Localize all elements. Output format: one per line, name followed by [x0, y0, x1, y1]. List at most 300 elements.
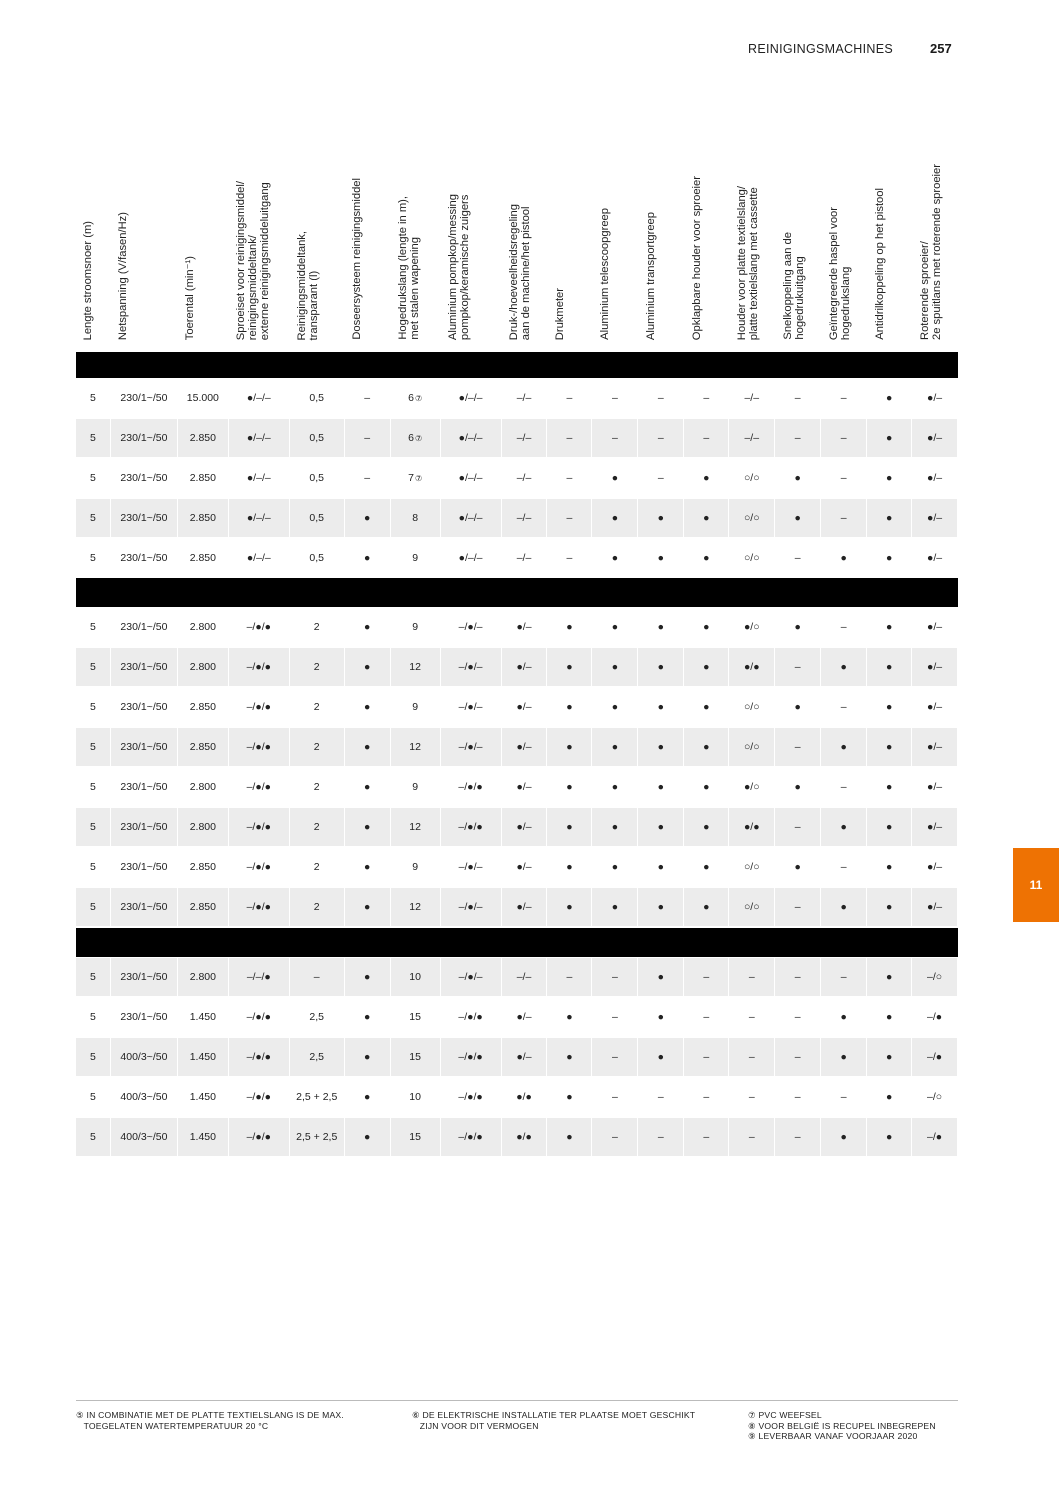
table-cell: 12: [391, 648, 440, 686]
table-cell: –: [729, 1038, 774, 1076]
table-cell: ●/–: [927, 392, 943, 404]
table-cell: ●: [345, 728, 390, 766]
table-cell: 5: [76, 888, 110, 926]
table-row: [76, 538, 958, 578]
table-cell: ●/–/–: [458, 472, 483, 484]
table-cell: 230/1~/50: [111, 958, 177, 996]
table-cell: ●: [566, 781, 573, 793]
table-cell: –: [775, 958, 820, 996]
table-row: [76, 847, 958, 887]
table-cell: ●: [363, 621, 371, 633]
table-cell: –: [684, 1118, 728, 1156]
table-row: [76, 767, 958, 807]
table-cell: ●: [867, 958, 911, 996]
table-cell: –: [566, 552, 573, 564]
table-cell: –: [775, 808, 820, 846]
table-cell: –/●/●: [458, 1091, 483, 1103]
table-cell: 2.850: [189, 472, 216, 484]
table-cell: 1.450: [178, 1038, 228, 1076]
table-cell: –: [840, 472, 847, 484]
table-cell: ●: [566, 621, 573, 633]
table-cell: ●/–: [912, 808, 957, 846]
table-cell: ●: [638, 728, 683, 766]
table-cell: ●/–: [516, 781, 532, 793]
table-cell: –: [821, 419, 866, 457]
table-cell: ●: [840, 552, 847, 564]
table-cell: ●/–/–: [441, 499, 501, 537]
table-cell: 230/1~/50: [111, 728, 177, 766]
table-cell: ●: [345, 1038, 390, 1076]
table-cell: ●: [657, 552, 665, 564]
table-cell: ●/–: [927, 781, 943, 793]
table-cell: 230/1~/50: [120, 701, 168, 713]
column-header-label: Reinigingsmiddeltank, transparant (l): [296, 230, 320, 340]
table-cell: –/●/●: [441, 1038, 501, 1076]
table-cell: 5: [76, 419, 110, 457]
table-cell: –/●/●: [229, 728, 289, 766]
footnote-marker: ⑦: [414, 473, 423, 483]
column-header: [868, 118, 913, 340]
table-cell: 230/1~/50: [111, 888, 177, 926]
table-cell: ●/–: [912, 728, 957, 766]
table-cell: –/–: [729, 419, 774, 457]
column-header-label: Aluminium telescoopgreep: [599, 208, 611, 340]
table-cell: 2,5: [309, 1011, 325, 1023]
table-cell: –/●: [927, 1011, 943, 1023]
table-cell: ●: [566, 701, 573, 713]
table-cell: ●: [794, 861, 801, 873]
table-cell: –/●/●: [246, 861, 271, 873]
table-cell: ●: [657, 701, 665, 713]
table-cell: ●: [885, 701, 893, 713]
table-cell: –/●/●: [441, 1118, 501, 1156]
table-cell: –/●/–: [441, 648, 501, 686]
table-cell: 400/3~/50: [120, 1091, 168, 1103]
table-cell: 230/1~/50: [120, 781, 168, 793]
footnote-2: [412, 1410, 695, 1431]
table-cell: ●: [867, 499, 911, 537]
table-cell: –/●/●: [458, 1011, 483, 1023]
column-header: [345, 118, 391, 340]
table-cell: ○/○: [729, 499, 774, 537]
table-cell: ●: [345, 808, 390, 846]
table-cell: ●: [794, 472, 801, 484]
table-cell: ●: [611, 861, 619, 873]
table-cell: 230/1~/50: [111, 648, 177, 686]
table-cell: –/●/●: [246, 781, 271, 793]
table-cell: ●/–: [516, 701, 532, 713]
column-header: [441, 118, 502, 340]
table-cell: ●/–: [502, 888, 547, 926]
column-header: [111, 118, 178, 340]
table-cell: –/●/●: [246, 1011, 271, 1023]
column-headers: [76, 118, 959, 340]
column-header: [391, 118, 441, 340]
table-cell: ●/○: [743, 621, 760, 633]
column-header-label: Lengte stroomsnoer (m): [82, 220, 94, 340]
table-cell: 0,5: [290, 499, 344, 537]
table-cell: ●/●: [729, 808, 774, 846]
table-cell: ●: [867, 419, 911, 457]
table-cell: ●: [684, 888, 728, 926]
table-cell: 5: [76, 499, 110, 537]
table-cell: ●/–/–: [246, 392, 271, 404]
table-cell: 15.000: [186, 392, 219, 404]
table-cell: ●/–/–: [458, 552, 483, 564]
table-cell: 230/1~/50: [120, 621, 168, 633]
table-cell: –/–: [516, 552, 532, 564]
table-cell: ●/–: [516, 621, 532, 633]
table-cell: –/●/●: [229, 1038, 289, 1076]
table-cell: ●: [363, 1091, 371, 1103]
cell-value: 6: [408, 432, 414, 444]
page-number: 257: [930, 41, 952, 56]
table-cell: –: [592, 1038, 637, 1076]
table-cell: ●: [867, 728, 911, 766]
table-cell: 230/1~/50: [120, 861, 168, 873]
table-row: [76, 458, 958, 498]
table-cell: –/–: [502, 958, 547, 996]
footnote-line: ⑦ PVC WEEFSEL: [748, 1410, 822, 1420]
table-cell: –/–: [502, 419, 547, 457]
column-header-label: Roterende sproeier/ 2e spuitlans met roterende sproeier: [919, 164, 943, 340]
chapter-tab[interactable]: 11: [1013, 848, 1059, 922]
table-cell: –: [794, 1011, 801, 1023]
table-cell: 230/1~/50: [111, 808, 177, 846]
table-cell: ●: [363, 1011, 371, 1023]
table-cell: ●: [638, 958, 683, 996]
table-cell: 5: [90, 781, 96, 793]
table-cell: 230/1~/50: [111, 419, 177, 457]
table-cell: 5: [76, 648, 110, 686]
table-cell: ●/–/–: [246, 552, 271, 564]
table-cell: 9: [412, 552, 419, 564]
table-cell: –: [657, 472, 664, 484]
table-cell: ●/–: [912, 888, 957, 926]
table-cell: 5: [90, 1091, 96, 1103]
table-cell: –: [821, 499, 866, 537]
table-cell: –/●/●: [229, 808, 289, 846]
column-header: [593, 118, 639, 340]
table-row: [76, 607, 958, 647]
table-cell: –: [547, 958, 591, 996]
table-cell: ○/○: [729, 888, 774, 926]
table-cell: ●: [867, 808, 911, 846]
table-cell: 400/3~/50: [111, 1118, 177, 1156]
table-cell: 5: [90, 472, 96, 484]
table-cell: ●/–: [502, 808, 547, 846]
column-header: [548, 118, 593, 340]
table-cell: ●: [840, 1011, 847, 1023]
footnote-line: ZIJN VOOR DIT VERMOGEN: [412, 1420, 539, 1431]
table-row: [76, 1117, 958, 1157]
table-cell: ●: [867, 1118, 911, 1156]
table-cell: ●/–/–: [246, 472, 271, 484]
cell-value: 7: [408, 472, 414, 484]
table-cell: 10: [391, 958, 440, 996]
table-cell: ●: [885, 781, 893, 793]
table-cell: ●/–: [912, 499, 957, 537]
table-cell: –: [547, 499, 591, 537]
footnote-line: ⑧ VOOR BELGIË IS RECUPEL INBEGREPEN: [748, 1420, 936, 1431]
table-cell: 0,5: [309, 472, 325, 484]
table-cell: –/●/–: [458, 701, 483, 713]
table-cell: 2: [313, 621, 320, 633]
table-cell: 2.800: [178, 808, 228, 846]
table-cell: –: [611, 1011, 618, 1023]
table-cell: ○/○: [729, 728, 774, 766]
table-cell: ●: [547, 1118, 591, 1156]
table-cell: ●/–/–: [441, 419, 501, 457]
table-cell: –: [684, 958, 728, 996]
table-cell: 2.800: [178, 648, 228, 686]
table-cell: –: [684, 419, 728, 457]
table-cell: ●: [885, 621, 893, 633]
table-cell: [391, 379, 440, 417]
column-header: [290, 118, 345, 340]
table-row: [76, 687, 958, 727]
table-cell: –: [290, 958, 344, 996]
table-cell: –: [775, 728, 820, 766]
table-cell: ●/–: [912, 648, 957, 686]
table-row: [76, 887, 958, 927]
table-cell: 15: [409, 1011, 421, 1023]
table-cell: ●: [363, 781, 371, 793]
table-cell: ●/○: [743, 781, 760, 793]
table-cell: ●: [794, 621, 801, 633]
table-cell: ●: [885, 861, 893, 873]
column-header-label: Geïntegreerde haspel voor hogedrukslang: [828, 206, 852, 340]
table-cell: ●/●: [502, 1118, 547, 1156]
table-cell: –: [364, 392, 371, 404]
table-row: [76, 418, 958, 458]
table-cell: ●: [684, 499, 728, 537]
column-header-label: Toerental (min⁻¹): [184, 255, 196, 340]
table-cell: –: [775, 1038, 820, 1076]
table-cell: –: [345, 419, 390, 457]
table-cell: ●: [345, 648, 390, 686]
table-cell: –: [775, 648, 820, 686]
table-cell: ●: [867, 1038, 911, 1076]
table-cell: –: [684, 1038, 728, 1076]
table-cell: ●: [345, 1118, 390, 1156]
table-cell: –/●/●: [229, 888, 289, 926]
column-header-label: Opklapbare houder voor sproeier: [691, 175, 703, 340]
table-cell: 5: [76, 728, 110, 766]
footnote-line: TOEGELATEN WATERTEMPERATUUR 20 °C: [76, 1420, 269, 1431]
table-cell: ●: [592, 888, 637, 926]
table-cell: –: [703, 392, 710, 404]
table-cell: –: [840, 621, 847, 633]
table-cell: 2.850: [178, 499, 228, 537]
footnote-marker: ⑦: [414, 393, 423, 403]
table-cell: 8: [391, 499, 440, 537]
table-cell: 2: [290, 888, 344, 926]
table-cell: ●/–: [502, 648, 547, 686]
table-cell: ●/–: [927, 472, 943, 484]
table-cell: ●: [794, 781, 801, 793]
table-cell: –/●/–: [441, 728, 501, 766]
column-header-label: Sproeiset voor reinigingsmiddel/ reinigingsmiddeltank/ externe reinigingsmiddeluitgang: [235, 180, 271, 340]
column-header: [229, 118, 290, 340]
column-header: [76, 118, 111, 340]
table-cell: ●: [885, 1011, 893, 1023]
table-cell: 2.800: [189, 781, 216, 793]
table-cell: 0,5: [309, 552, 325, 564]
table-cell: 5: [90, 552, 96, 564]
table-cell: –/●/●: [229, 1118, 289, 1156]
table-cell: 1.450: [178, 1118, 228, 1156]
table-cell: 12: [391, 728, 440, 766]
table-cell: ○/○: [743, 472, 760, 484]
table-cell: –: [592, 1118, 637, 1156]
table-cell: 15: [391, 1118, 440, 1156]
column-header: [776, 118, 822, 340]
table-cell: ●: [684, 728, 728, 766]
table-cell: 230/1~/50: [120, 1011, 168, 1023]
cell-value: 6: [408, 392, 414, 404]
table-cell: –: [638, 419, 683, 457]
table-cell: ●: [566, 1011, 573, 1023]
footnote-line: ⑨ LEVERBAAR VANAF VOORJAAR 2020: [748, 1431, 918, 1441]
table-cell: ●/–/–: [229, 419, 289, 457]
table-cell: ●: [611, 781, 619, 793]
table-row: [76, 1037, 958, 1077]
footnote-1: [76, 1410, 344, 1431]
table-cell: –/–: [502, 499, 547, 537]
table-cell: ●: [684, 648, 728, 686]
table-cell: ●: [345, 958, 390, 996]
table-cell: ●: [821, 1038, 866, 1076]
column-header: [639, 118, 685, 340]
column-header-label: Houder voor platte textielslang/ platte textielslang met cassette: [736, 185, 760, 340]
table-cell: ●: [821, 648, 866, 686]
table-cell: –: [794, 1091, 801, 1103]
footnote-3: [748, 1410, 936, 1442]
table-cell: –/–: [744, 392, 760, 404]
table-cell: –: [729, 958, 774, 996]
table-cell: 2: [290, 728, 344, 766]
table-cell: –: [657, 1091, 664, 1103]
footnote-line: ⑥ DE ELEKTRISCHE INSTALLATIE TER PLAATSE MOET GESCHIKT: [412, 1410, 696, 1420]
table-cell: –: [794, 392, 801, 404]
table-cell: ●/–: [502, 728, 547, 766]
running-header-section: REINIGINGSMACHINES: [748, 42, 893, 56]
column-header: [822, 118, 868, 340]
table-cell: ●: [657, 1011, 665, 1023]
table-cell: 2: [290, 808, 344, 846]
table-cell: 2.800: [189, 621, 216, 633]
table-cell: ●/–: [927, 701, 943, 713]
table-cell: ●: [547, 648, 591, 686]
table-cell: –: [729, 1118, 774, 1156]
table-row: [76, 807, 958, 847]
table-cell: ●: [547, 728, 591, 766]
table-cell: ●: [566, 1091, 573, 1103]
table-cell: ●: [638, 499, 683, 537]
table-cell: –: [566, 392, 573, 404]
table-cell: ●: [638, 648, 683, 686]
table-cell: ●/–: [927, 861, 943, 873]
table-cell: –: [703, 1011, 710, 1023]
column-header-label: Aluminium transportgreep: [645, 211, 657, 340]
table-cell: ●: [794, 701, 801, 713]
table-cell: –: [840, 1091, 847, 1103]
section-band: [76, 578, 958, 607]
table-cell: ●: [821, 1118, 866, 1156]
table-cell: ●: [885, 392, 893, 404]
table-cell: ●: [363, 552, 371, 564]
table-cell: –/●/●: [246, 621, 271, 633]
table-cell: 2,5: [290, 1038, 344, 1076]
table-cell: ●: [867, 888, 911, 926]
table-cell: –: [611, 1091, 618, 1103]
column-header: [685, 118, 730, 340]
column-header: [178, 118, 229, 340]
table-cell: –: [611, 392, 618, 404]
table-cell: –/–: [516, 392, 532, 404]
table-cell: 2.800: [178, 958, 228, 996]
table-cell: ●: [867, 648, 911, 686]
table-cell: –/●: [912, 1038, 957, 1076]
table-cell: ●/–/–: [458, 392, 483, 404]
table-cell: 230/1~/50: [120, 552, 168, 564]
table-cell: 5: [76, 1118, 110, 1156]
table-cell: ●: [592, 648, 637, 686]
column-header: [730, 118, 776, 340]
table-cell: ●/●: [729, 648, 774, 686]
column-header-label: Hogedrukslang (lengte in m), met stalen wapening: [397, 196, 421, 340]
table-cell: –/●/–: [441, 958, 501, 996]
table-cell: 9: [412, 701, 419, 713]
table-cell: ●/●: [516, 1091, 532, 1103]
table-cell: ●: [638, 1038, 683, 1076]
table-cell: –: [638, 1118, 683, 1156]
table-cell: –/●/–: [458, 621, 483, 633]
table-cell: –/●: [912, 1118, 957, 1156]
table-cell: ●: [592, 728, 637, 766]
column-header-label: Druk-/hoeveelheidsregeling aan de machine/het pistool: [508, 203, 532, 340]
table-cell: –: [840, 861, 847, 873]
table-cell: [391, 419, 440, 457]
table-cell: 2.850: [178, 419, 228, 457]
table-cell: –/●/●: [246, 1091, 271, 1103]
table-cell: 0,5: [290, 419, 344, 457]
table-cell: ●/–: [502, 1038, 547, 1076]
table-cell: 9: [412, 861, 419, 873]
table-cell: –: [794, 552, 801, 564]
column-header: [502, 118, 548, 340]
table-row: [76, 997, 958, 1037]
spec-table: [76, 352, 958, 1157]
section-band: [76, 928, 958, 957]
table-cell: 230/1~/50: [111, 499, 177, 537]
table-cell: 1.450: [189, 1091, 216, 1103]
column-header-label: Antidrilkoppeling op het pistool: [874, 188, 886, 340]
table-cell: ●: [657, 861, 665, 873]
table-cell: –/●/●: [229, 648, 289, 686]
table-cell: ●: [363, 861, 371, 873]
column-header-label: Drukmeter: [554, 287, 566, 340]
footnote-marker: ⑦: [414, 433, 423, 443]
table-cell: 5: [76, 958, 110, 996]
table-cell: ●: [611, 621, 619, 633]
table-cell: ●: [703, 861, 710, 873]
table-cell: ●/–: [927, 621, 943, 633]
table-cell: ●/–: [516, 861, 532, 873]
table-cell: 2: [313, 781, 320, 793]
table-cell: ●: [547, 888, 591, 926]
